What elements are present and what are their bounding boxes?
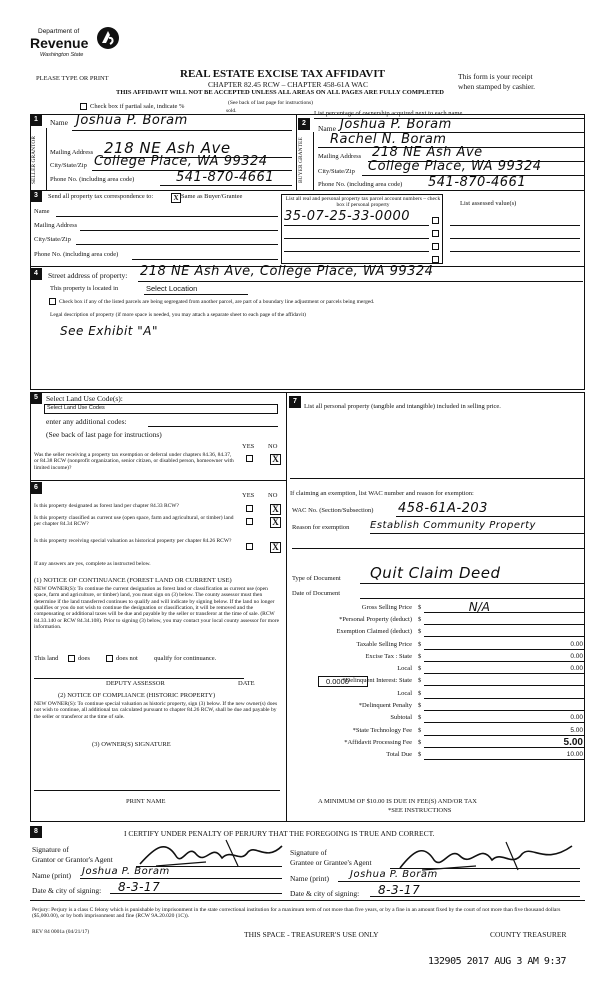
buyer-grantee-label: BUYER GRANTEE bbox=[298, 137, 304, 183]
fee-dollar-sign: $ bbox=[418, 702, 422, 709]
buyer-phone-label: Phone No. (including area code) bbox=[318, 181, 403, 188]
notice-continuance-body: NEW OWNER(S): To continue the current designation as forest land or classification as current use (open space, farm and agriculture, or timber) land, you must sign on (3) below. The county assessor must then determine if the land transferred continues to qualify and will indicate by signing below. If the land no longer qualifies or you do not wish to continue the designation or classification, it will be removed and the compensating or additional taxes will be due and payable by the seller or transferor at the time of sale. (RCW 84.33.140 or RCW 84.34.108). Prior to signing (3) below, you may contact your local county assessor for more information. bbox=[34, 586, 280, 630]
parcel-personal-checkbox-4[interactable] bbox=[432, 256, 439, 263]
certify-statement: I CERTIFY UNDER PENALTY OF PERJURY THAT THE FOREGOING IS TRUE AND CORRECT. bbox=[124, 829, 435, 838]
deputy-assessor-label: DEPUTY ASSESSOR bbox=[106, 680, 165, 687]
grantor-sig-label-2: Grantor or Grantor's Agent bbox=[32, 855, 113, 864]
buyer-mailing-label: Mailing Address bbox=[318, 153, 362, 160]
seller-name-label: Name bbox=[50, 118, 68, 127]
doc-type-value[interactable]: Quit Claim Deed bbox=[370, 564, 501, 582]
grantee-sig-label-1: Signature of bbox=[290, 848, 327, 857]
logo-mark-icon bbox=[96, 26, 120, 50]
s6-q2-yes[interactable] bbox=[246, 518, 253, 525]
buyer-name-value-2[interactable]: Rachel N. Boram bbox=[330, 132, 447, 147]
deputy-date-label: DATE bbox=[238, 680, 255, 687]
grantee-name-value[interactable]: Joshua P. Boram bbox=[350, 869, 438, 880]
grantee-date-value[interactable]: 8-3-17 bbox=[378, 883, 421, 897]
s6-q3-no[interactable]: X bbox=[270, 542, 281, 553]
send-correspondence-label: Send all property tax correspondence to: bbox=[48, 193, 154, 200]
fee-dollar-sign: $ bbox=[418, 616, 422, 623]
located-in-select[interactable]: Select Location bbox=[146, 284, 198, 293]
seller-grantor-label: SELLER GRANTOR bbox=[31, 135, 37, 184]
see-instructions-note: *SEE INSTRUCTIONS bbox=[388, 807, 452, 814]
fee-dollar-sign: $ bbox=[418, 751, 422, 758]
s6-q2-no[interactable]: X bbox=[270, 517, 281, 528]
fee-label: *Personal Property (deduct) bbox=[339, 616, 412, 623]
corr-phone-label: Phone No. (including area code) bbox=[34, 251, 119, 258]
fee-dollar-sign: $ bbox=[418, 690, 422, 697]
s5-yes-header: YES bbox=[242, 443, 255, 450]
parcel-personal-checkbox-1[interactable] bbox=[432, 217, 439, 224]
fee-label: Excise Tax : State bbox=[365, 653, 412, 660]
exemption-prompt: If claiming an exemption, list WAC number and reason for exemption: bbox=[290, 490, 474, 497]
reason-label: Reason for exemption bbox=[292, 524, 350, 531]
this-land-label: This land bbox=[34, 655, 59, 662]
section-6-number: 6 bbox=[30, 482, 42, 494]
fee-dollar-sign: $ bbox=[418, 739, 422, 746]
receipt-note-2: when stamped by cashier. bbox=[458, 82, 536, 91]
partial-sale-checkbox[interactable] bbox=[80, 103, 87, 110]
fee-value[interactable]: 5.00 bbox=[563, 737, 583, 748]
seller-phone-label: Phone No. (including area code) bbox=[50, 176, 135, 183]
land-does-checkbox[interactable] bbox=[68, 655, 75, 662]
s6-q3-yes[interactable] bbox=[246, 543, 253, 550]
owner-signature-label: (3) OWNER(S) SIGNATURE bbox=[92, 741, 171, 748]
fee-label: Subtotal bbox=[390, 714, 412, 721]
s6-question-3: Is this property receiving special valuation as historical property per chapter 84.26 RCW? bbox=[34, 538, 232, 544]
fee-label: Gross Selling Price bbox=[361, 604, 412, 611]
fee-value[interactable]: 10.00 bbox=[566, 751, 583, 758]
s6-q1-yes[interactable] bbox=[246, 505, 253, 512]
land-use-label: Select Land Use Code(s): bbox=[46, 394, 123, 403]
legal-description-value[interactable]: See Exhibit "A" bbox=[60, 324, 159, 338]
corr-mailing-label: Mailing Address bbox=[34, 222, 78, 229]
section-8-number: 8 bbox=[30, 826, 42, 838]
wac-label: WAC No. (Section/Subsection) bbox=[292, 507, 374, 514]
notice-compliance-body: NEW OWNER(S): To continue special valuation as historic property, sign (3) below. If the new owner(s) does not wish to continue, all additional tax calculated pursuant to chapter 84.26 RCW, shall be due and payable by the seller or transferor at the time of sale. bbox=[34, 701, 278, 720]
seller-phone-value[interactable]: 541-870-4661 bbox=[176, 170, 275, 185]
land-use-dropdown-value: Select Land Use Codes bbox=[47, 405, 105, 411]
recording-stamp: 132905 2017 AUG 3 AM 9:37 bbox=[428, 956, 567, 967]
fee-dollar-sign: $ bbox=[418, 714, 422, 721]
grantor-date-value[interactable]: 8-3-17 bbox=[118, 880, 161, 894]
if-yes-note: If any answers are yes, complete as instructed below. bbox=[34, 561, 151, 567]
grantee-sig-label-2: Grantee or Grantee's Agent bbox=[290, 858, 372, 867]
seller-mailing-value[interactable]: 218 NE Ash Ave bbox=[104, 139, 231, 157]
fee-dollar-sign: $ bbox=[418, 604, 422, 611]
fee-label: Exemption Claimed (deduct) bbox=[336, 628, 412, 635]
fee-value[interactable]: 0.00 bbox=[570, 641, 583, 648]
fee-dollar-sign: $ bbox=[418, 665, 422, 672]
parcel-value[interactable]: 35-07-25-33-0000 bbox=[284, 209, 411, 224]
section-5-number: 5 bbox=[30, 392, 42, 404]
land-does-label: does bbox=[78, 655, 90, 662]
qualify-label: qualify for continuance. bbox=[154, 655, 217, 662]
fee-dollar-sign: $ bbox=[418, 641, 422, 648]
doc-date-label: Date of Document bbox=[292, 590, 341, 597]
logo-revenue: Revenue bbox=[30, 35, 89, 51]
partial-sale-label: Check box if partial sale, indicate % bbox=[90, 103, 185, 110]
grantee-name-label: Name (print) bbox=[290, 874, 329, 883]
s5-no-header: NO bbox=[268, 443, 278, 450]
same-as-buyer-label: Same as Buyer/Grantee bbox=[181, 193, 243, 200]
sold-label: sold. bbox=[226, 108, 237, 114]
seller-mailing-label: Mailing Address bbox=[50, 149, 94, 156]
fee-dollar-sign: $ bbox=[418, 653, 422, 660]
buyer-mailing-value[interactable]: 218 NE Ash Ave bbox=[372, 145, 483, 160]
perjury-notice: Perjury: Perjury is a class C felony which is punishable by imprisonment in the state correctional institution for a maximum term of not more than five years, or by a fine in an amount fixed by the court of not more than five thousand dollars ($5,000.00), or by both imprisonment and fine (RCW 9A.20.020 (1C)). bbox=[32, 907, 561, 920]
county-treasurer: COUNTY TREASURER bbox=[490, 930, 567, 939]
same-as-buyer-checkbox[interactable]: X bbox=[171, 193, 181, 203]
legal-description-label: Legal description of property (if more space is needed, you may attach a separate sheet to each page of the affidavit) bbox=[50, 312, 306, 318]
seller-city-label: City/State/Zip bbox=[50, 162, 87, 169]
assessed-header: List assessed value(s) bbox=[460, 200, 517, 207]
logo-department: Department of bbox=[38, 28, 80, 35]
section-2-number: 2 bbox=[298, 118, 310, 130]
buyer-city-label: City/State/Zip bbox=[318, 168, 355, 175]
local-rate-value: 0.0000 bbox=[326, 677, 349, 686]
fee-label: Taxable Selling Price bbox=[356, 641, 412, 648]
fee-value[interactable]: 0.00 bbox=[570, 714, 583, 721]
land-does-not-checkbox[interactable] bbox=[106, 655, 113, 662]
dor-logo bbox=[30, 24, 125, 68]
land-use-see-back: (See back of last page for instructions) bbox=[46, 430, 162, 439]
grantor-date-label: Date & city of signing: bbox=[32, 886, 102, 895]
minimum-due-note: A MINIMUM OF $10.00 IS DUE IN FEE(S) AND/OR TAX bbox=[318, 798, 477, 805]
s5-question-1: Was the seller receiving a property tax exemption or deferral under chapters 84.36, 84.37, or 84.38 RCW (nonprofit organization, senior citizen, or disabled person, homeowner with limited income)? bbox=[34, 452, 234, 471]
fee-value[interactable]: 0.00 bbox=[570, 665, 583, 672]
street-address-value[interactable]: 218 NE Ash Ave, College Place, WA 99324 bbox=[140, 264, 434, 279]
located-in-label: This property is located in bbox=[50, 285, 119, 292]
section-1-number: 1 bbox=[30, 114, 42, 126]
form-title: REAL ESTATE EXCISE TAX AFFIDAVIT bbox=[180, 68, 385, 80]
not-accepted-warning: THIS AFFIDAVIT WILL NOT BE ACCEPTED UNLESS ALL AREAS ON ALL PAGES ARE FULLY COMPLETED bbox=[116, 89, 444, 96]
street-address-label: Street address of property: bbox=[48, 271, 128, 280]
print-name-label: PRINT NAME bbox=[126, 798, 166, 805]
treasurer-space: THIS SPACE - TREASURER'S USE ONLY bbox=[244, 930, 379, 939]
corr-name-label: Name bbox=[34, 208, 50, 215]
section-7-number: 7 bbox=[289, 396, 301, 408]
seller-name-value[interactable]: Joshua P. Boram bbox=[76, 113, 188, 128]
buyer-name-value-1[interactable]: Joshua P. Boram bbox=[340, 117, 452, 132]
land-does-not-label: does not bbox=[116, 655, 138, 662]
fee-value[interactable]: 0.00 bbox=[570, 653, 583, 660]
form-chapter: CHAPTER 82.45 RCW – CHAPTER 458-61A WAC bbox=[208, 80, 368, 89]
fee-label: Local bbox=[397, 665, 412, 672]
notice-continuance-title: (1) NOTICE OF CONTINUANCE (FOREST LAND OR CURRENT USE) bbox=[34, 577, 232, 584]
fee-label: *Affidavit Processing Fee bbox=[344, 739, 412, 746]
s6-q1-no[interactable]: X bbox=[270, 504, 281, 515]
s6-question-2: Is this property classified as current use (open space, farm and agricultural, or timber) land per chapter 84.34 RCW? bbox=[34, 515, 234, 528]
fee-label: Local bbox=[397, 690, 412, 697]
parcel-personal-checkbox-3[interactable] bbox=[432, 243, 439, 250]
fee-label: *Delinquent Interest: State bbox=[342, 677, 412, 684]
s6-yes-header: YES bbox=[242, 492, 255, 499]
logo-washington: Washington State bbox=[40, 52, 84, 58]
segregated-checkbox[interactable] bbox=[49, 298, 56, 305]
s5-q1-yes[interactable] bbox=[246, 455, 253, 462]
fee-dollar-sign: $ bbox=[418, 628, 422, 635]
s6-question-1: Is this property designated as forest land per chapter 84.33 RCW? bbox=[34, 503, 179, 509]
parcel-personal-checkbox-2[interactable] bbox=[432, 230, 439, 237]
fee-label: Total Due bbox=[386, 751, 412, 758]
please-type: PLEASE TYPE OR PRINT bbox=[36, 75, 109, 82]
seller-city-value[interactable]: College Place, WA 99324 bbox=[94, 154, 268, 169]
notice-compliance-title: (2) NOTICE OF COMPLIANCE (HISTORIC PROPERTY) bbox=[58, 692, 216, 699]
s6-no-header: NO bbox=[268, 492, 278, 499]
reason-value[interactable]: Establish Community Property bbox=[370, 520, 536, 531]
corr-city-label: City/State/Zip bbox=[34, 236, 71, 243]
fee-label: *State Technology Fee bbox=[352, 727, 412, 734]
s5-q1-no[interactable]: X bbox=[270, 454, 281, 465]
section-3-number: 3 bbox=[30, 190, 42, 202]
doc-type-label: Type of Document bbox=[292, 575, 341, 582]
parcel-header: List all real and personal property tax parcel account numbers – check box if personal property bbox=[285, 196, 441, 209]
receipt-note-1: This form is your receipt bbox=[458, 72, 533, 81]
fee-dollar-sign: $ bbox=[418, 677, 422, 684]
additional-codes-label: enter any additional codes: bbox=[46, 417, 127, 426]
wac-value[interactable]: 458-61A-203 bbox=[398, 501, 488, 516]
personal-property-label: List all personal property (tangible and intangible) included in selling price. bbox=[304, 403, 501, 410]
fee-value[interactable]: 5.00 bbox=[570, 727, 583, 734]
grantor-sig-label-1: Signature of bbox=[32, 845, 69, 854]
grantee-date-label: Date & city of signing: bbox=[290, 889, 360, 898]
grantor-name-value[interactable]: Joshua P. Boram bbox=[82, 866, 170, 877]
fee-label: *Delinquent Penalty bbox=[358, 702, 412, 709]
segregated-label: Check box if any of the listed parcels are being segregated from another parcel, are part of a boundary line adjustment or parcels being merged. bbox=[59, 299, 375, 305]
section-4-number: 4 bbox=[30, 268, 42, 280]
buyer-name-label: Name bbox=[318, 124, 336, 133]
buyer-phone-value[interactable]: 541-870-4661 bbox=[428, 175, 527, 190]
list-percentage: List percentage of ownership acquired next to each name. bbox=[314, 110, 464, 117]
fee-dollar-sign: $ bbox=[418, 727, 422, 734]
grantor-name-label: Name (print) bbox=[32, 871, 71, 880]
fee-value[interactable]: N/A bbox=[468, 600, 490, 614]
see-back-instructions: (See back of last page for instructions) bbox=[228, 100, 313, 106]
rev-number: REV 84 0001a (04/21/17) bbox=[32, 929, 90, 935]
buyer-city-value[interactable]: College Place, WA 99324 bbox=[368, 159, 542, 174]
